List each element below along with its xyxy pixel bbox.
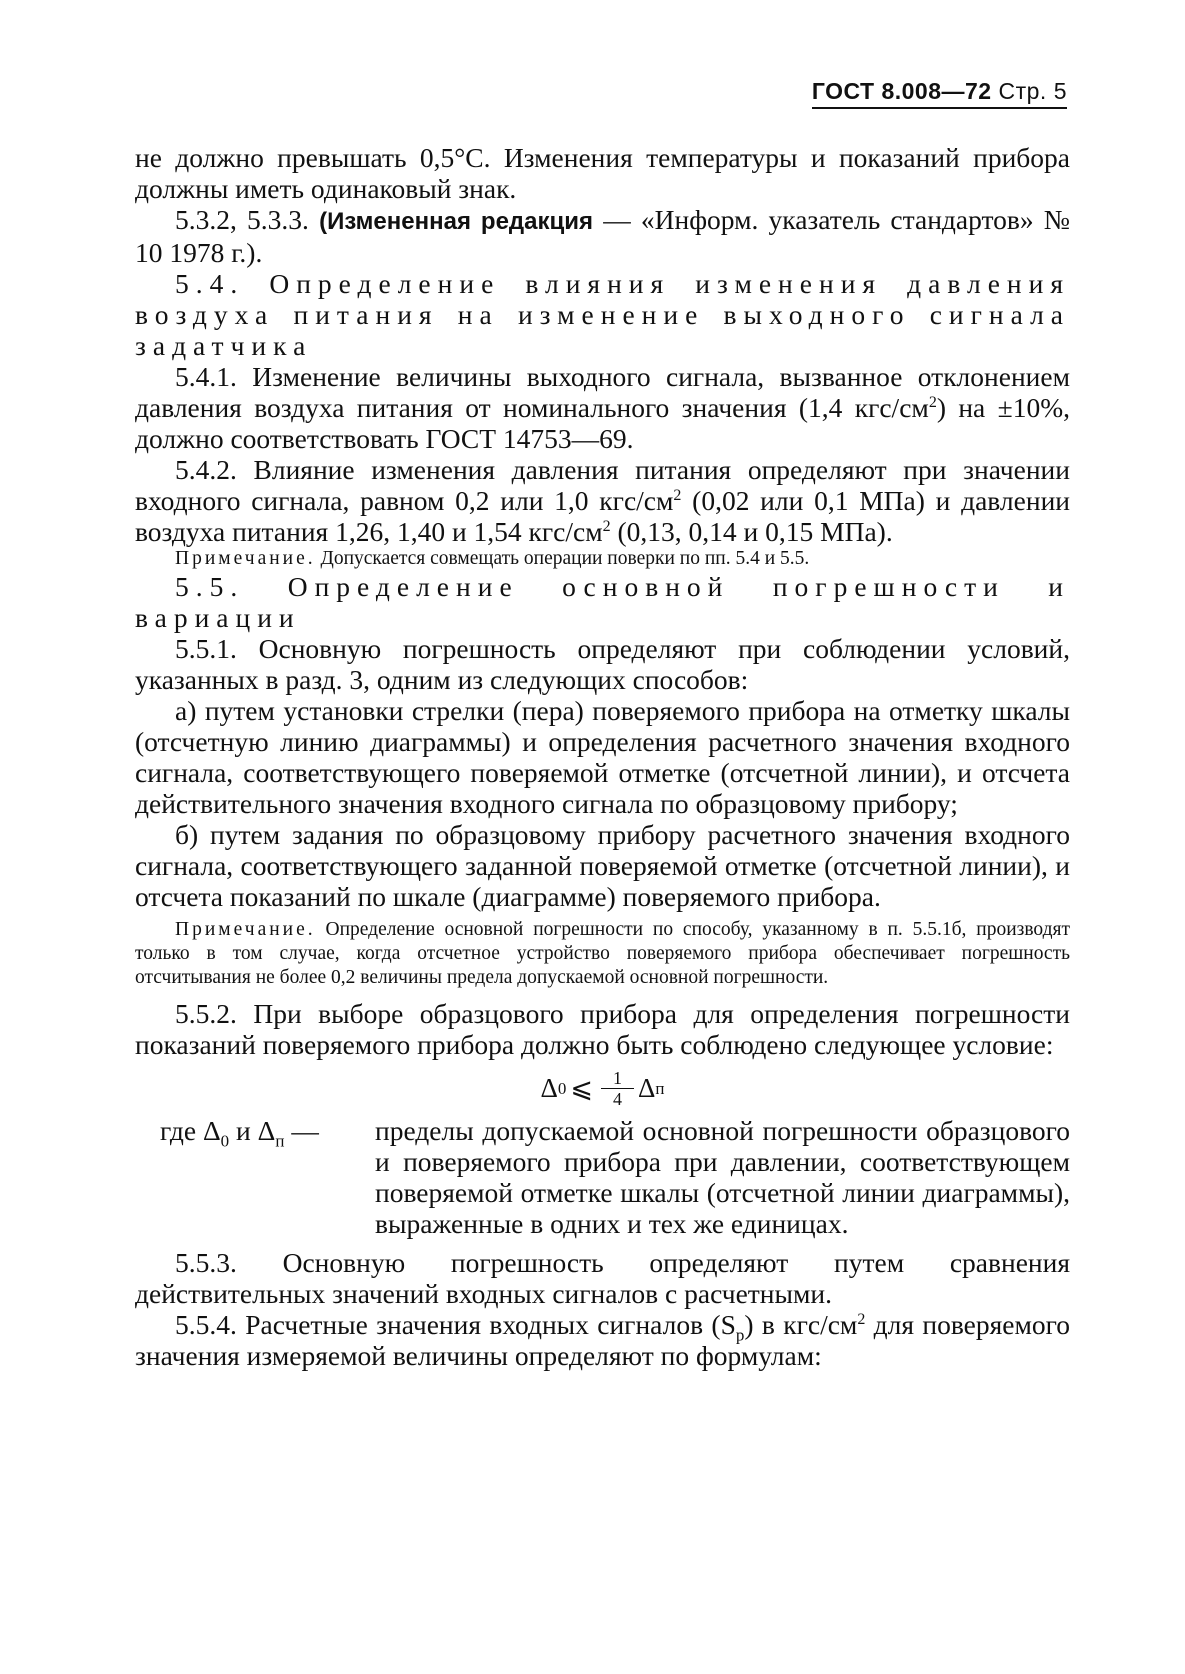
paragraph-5-3-2: 5.3.2, 5.3.3. (Измененная редакция — «Информ. указатель стандартов» № 10 1978 г.). [135, 204, 1071, 268]
note-2: Примечание. Определение основной погрешности по способу, указанному в п. 5.5.1б, производят только в том случае, когда отсчетное устройство поверяемого прибора обеспечивает погрешность отсчитывания не более 0,2 величины предела допускаемой основной погрешности. [135, 919, 1071, 988]
paragraph-continuation: не должно превышать 0,5°С. Изменения температуры и показаний прибора должны иметь одинаковый знак. [135, 142, 1070, 204]
paragraph-5-5-2: 5.5.2. При выборе образцового прибора для определения погрешности показаний поверяемого прибора должно быть соблюдено следующее условие: [135, 998, 1070, 1060]
note-label: Примечание. [175, 919, 316, 940]
paragraph-5-4-2: 5.4.2. Влияние изменения давления питания определяют при значении входного сигнала, равном 0,2 или 1,0 кгс/$см^2$ (0,02 или 0,1 МПа) и давлении воздуха питания 1,26, 1,40 и 1,54 кгс/$см^2$ (0,13, 0,14 и 0,15 МПа). [135, 454, 1071, 547]
paragraph-5-5-4: 5.5.4. Расчетные значения входных сигналов $(S_р)$ в кгс/$см^2$ для поверяемого значения измеряемой величины определяют по формулам: [135, 1309, 1070, 1371]
fraction: $\frac{1}{4}$ [601, 1068, 634, 1109]
note-label: Примечание. [175, 548, 316, 569]
formula-error-ratio: Δ 0 ⩽ $\frac{1}{4}$ Δ п [540, 1068, 665, 1109]
page-number: Стр. 5 [998, 78, 1067, 104]
document-body [135, 142, 1070, 1371]
paragraph-5-5-3: 5.5.3. Основную погрешность определяют путем сравнения действительных значений входных сигналов с расчетными. [135, 1247, 1070, 1309]
edition-note-bold: (Измененная редакция [319, 208, 594, 235]
paragraph-5-4-1: 5.4.1. Изменение величины выходного сигнала, вызванное отклонением давления воздуха питания от номинального значения (1,4 кгс/$см^2$) на ±10%, должно соответствовать ГОСТ 14753—69. [135, 361, 1070, 454]
formula-explanation: где $\Delta_0$ и $\Delta_п$ — пределы допускаемой основной погрешности образцового и поверяемого прибора при давлении, соответствующем поверяемой отметке шкалы (отсчетной линии диаграммы), выраженные в одних и тех же единицах. [160, 1115, 1070, 1239]
section-heading-5-4: 5.4. Определение влияния изменения давления воздуха питания на изменение выходного сигнала задатчика [135, 268, 1070, 361]
section-heading-5-5: 5.5. Определение основной погрешности и вариации [135, 571, 1070, 633]
paragraph-5-5-1: 5.5.1. Основную погрешность определяют при соблюдении условий, указанных в разд. 3, одним из следующих способов: [135, 633, 1070, 695]
standard-number: ГОСТ 8.008—72 [811, 78, 992, 104]
page-header [812, 78, 1067, 109]
note-1: Примечание. Допускается совмещать операции поверки по пп. 5.4 и 5.5. [175, 548, 810, 569]
paragraph-5-5-1-a: а) путем установки стрелки (пера) поверяемого прибора на отметку шкалы (отсчетную линию диаграммы) и определения расчетного значения входного сигнала, соответствующего поверяемой отметке (отсчетной линии), и отсчета действительного значения входного сигнала по образцовому прибору; [135, 695, 1070, 819]
paragraph-5-5-1-b: б) путем задания по образцовому прибору расчетного значения входного сигнала, соответствующего заданной поверяемой отметке (отсчетной линии), и отсчета показаний по шкале (диаграмме) поверяемого прибора. [135, 819, 1070, 912]
